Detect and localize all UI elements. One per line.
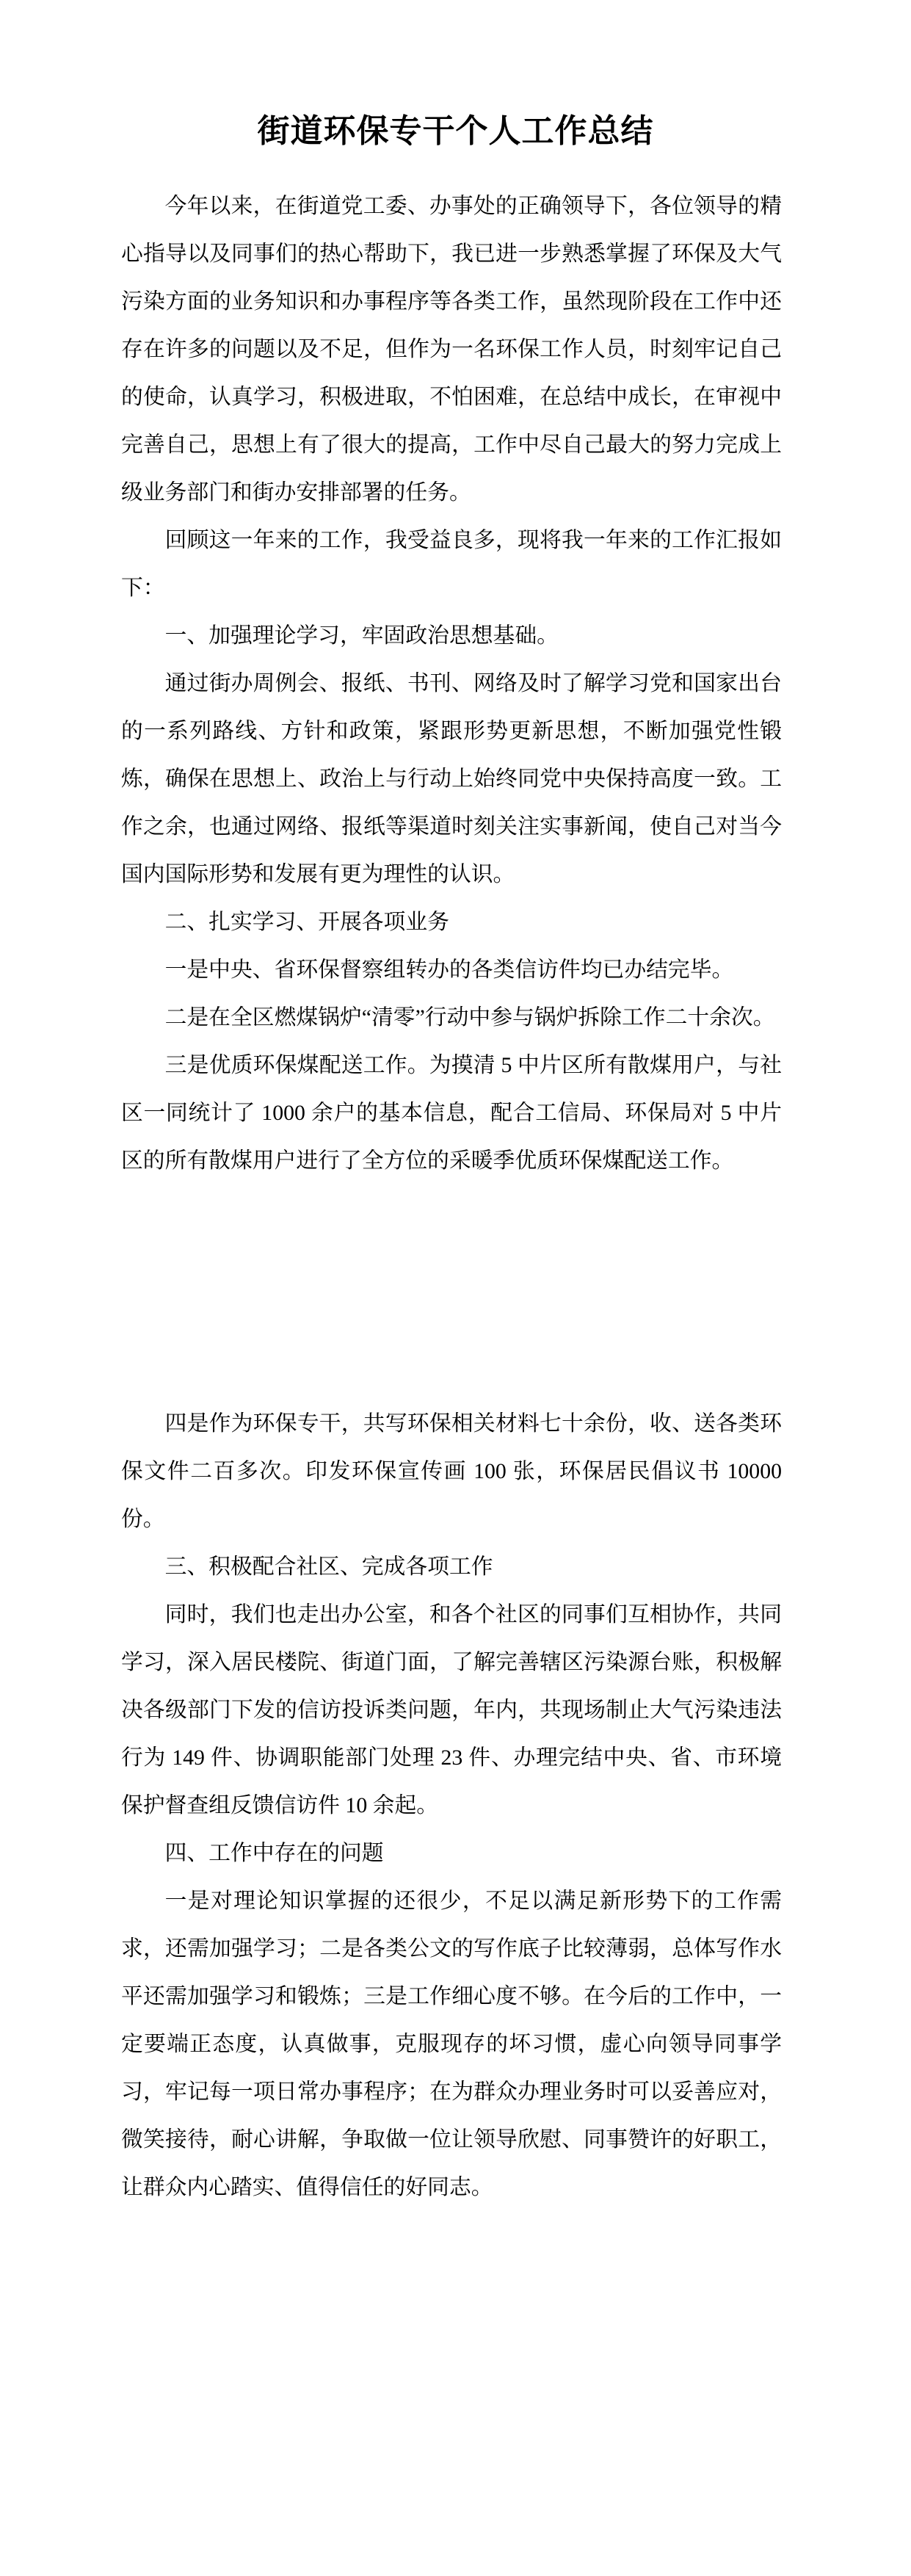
section-3-paragraph: 同时，我们也走出办公室，和各个社区的同事们互相协作，共同学习，深入居民楼院、街道门面，了解完善辖区污染源台账，积极解决各级部门下发的信访投诉类问题，年内，共现场制止大气污染违法行为 149 件、协调职能部门处理 23 件、办理完结中央、省、市环境保护督查组反馈信访件 10 余起。: [121, 1602, 782, 1817]
page-2-text-block: [121, 1400, 782, 2211]
item-1-paragraph: 一是中央、省环保督察组转办的各类信访件均已办结完毕。: [164, 958, 734, 982]
review-paragraph: 回顾这一年来的工作，我受益良多，现将我一年来的工作汇报如下：: [121, 528, 782, 600]
section-2-heading: 二、扎实学习、开展各项业务: [164, 910, 449, 934]
section-3-heading: 三、积极配合社区、完成各项工作: [164, 1555, 493, 1579]
document-title: 街道环保专干个人工作总结: [257, 113, 654, 149]
item-3-paragraph: 三是优质环保煤配送工作。为摸清 5 中片区所有散煤用户，与社区一同统计了 1000 余户的基本信息，配合工信局、环保局对 5 中片区的所有散煤用户进行了全方位的采暖季优质环保煤配送工作。: [121, 1053, 782, 1173]
page-1-text-block: [121, 182, 782, 1184]
intro-paragraph: 今年以来，在街道党工委、办事处的正确领导下，各位领导的精心指导以及同事们的热心帮助下，我已进一步熟悉掌握了环保及大气污染方面的业务知识和办事程序等各类工作，虽然现阶段在工作中还存在许多的问题以及不足，但作为一名环保工作人员，时刻牢记自己的使命，认真学习，积极进取，不怕困难，在总结中成长，在审视中完善自己，思想上有了很大的提高，工作中尽自己最大的努力完成上级业务部门和街办安排部署的任务。: [121, 194, 782, 504]
item-4-paragraph: 四是作为环保专干，共写环保相关材料七十余份，收、送各类环保文件二百多次。印发环保宣传画 100 张，环保居民倡议书 10000 份。: [121, 1411, 782, 1531]
section-4-paragraph: 一是对理论知识掌握的还很少，不足以满足新形势下的工作需求，还需加强学习；二是各类公文的写作底子比较薄弱，总体写作水平还需加强学习和锻炼；三是工作细心度不够。在今后的工作中，一定要端正态度，认真做事，克服现存的坏习惯，虚心向领导同事学习，牢记每一项日常办事程序；在为群众办理业务时可以妥善应对，微笑接待，耐心讲解，争取做一位让领导欣慰、同事赞许的好职工，让群众内心踏实、值得信任的好同志。: [121, 1889, 782, 2199]
section-4-heading: 四、工作中存在的问题: [164, 1841, 384, 1865]
section-1-paragraph: 通过街办周例会、报纸、书刊、网络及时了解学习党和国家出台的一系列路线、方针和政策，紧跟形势更新思想，不断加强党性锻炼，确保在思想上、政治上与行动上始终同党中央保持高度一致。工作之余，也通过网络、报纸等渠道时刻关注实事新闻，使自己对当今国内国际形势和发展有更为理性的认识。: [121, 671, 782, 886]
section-1-heading: 一、加强理论学习，牢固政治思想基础。: [164, 623, 559, 648]
item-2-paragraph: 二是在全区燃煤锅炉“清零”行动中参与锅炉拆除工作二十余次。: [164, 1005, 775, 1030]
